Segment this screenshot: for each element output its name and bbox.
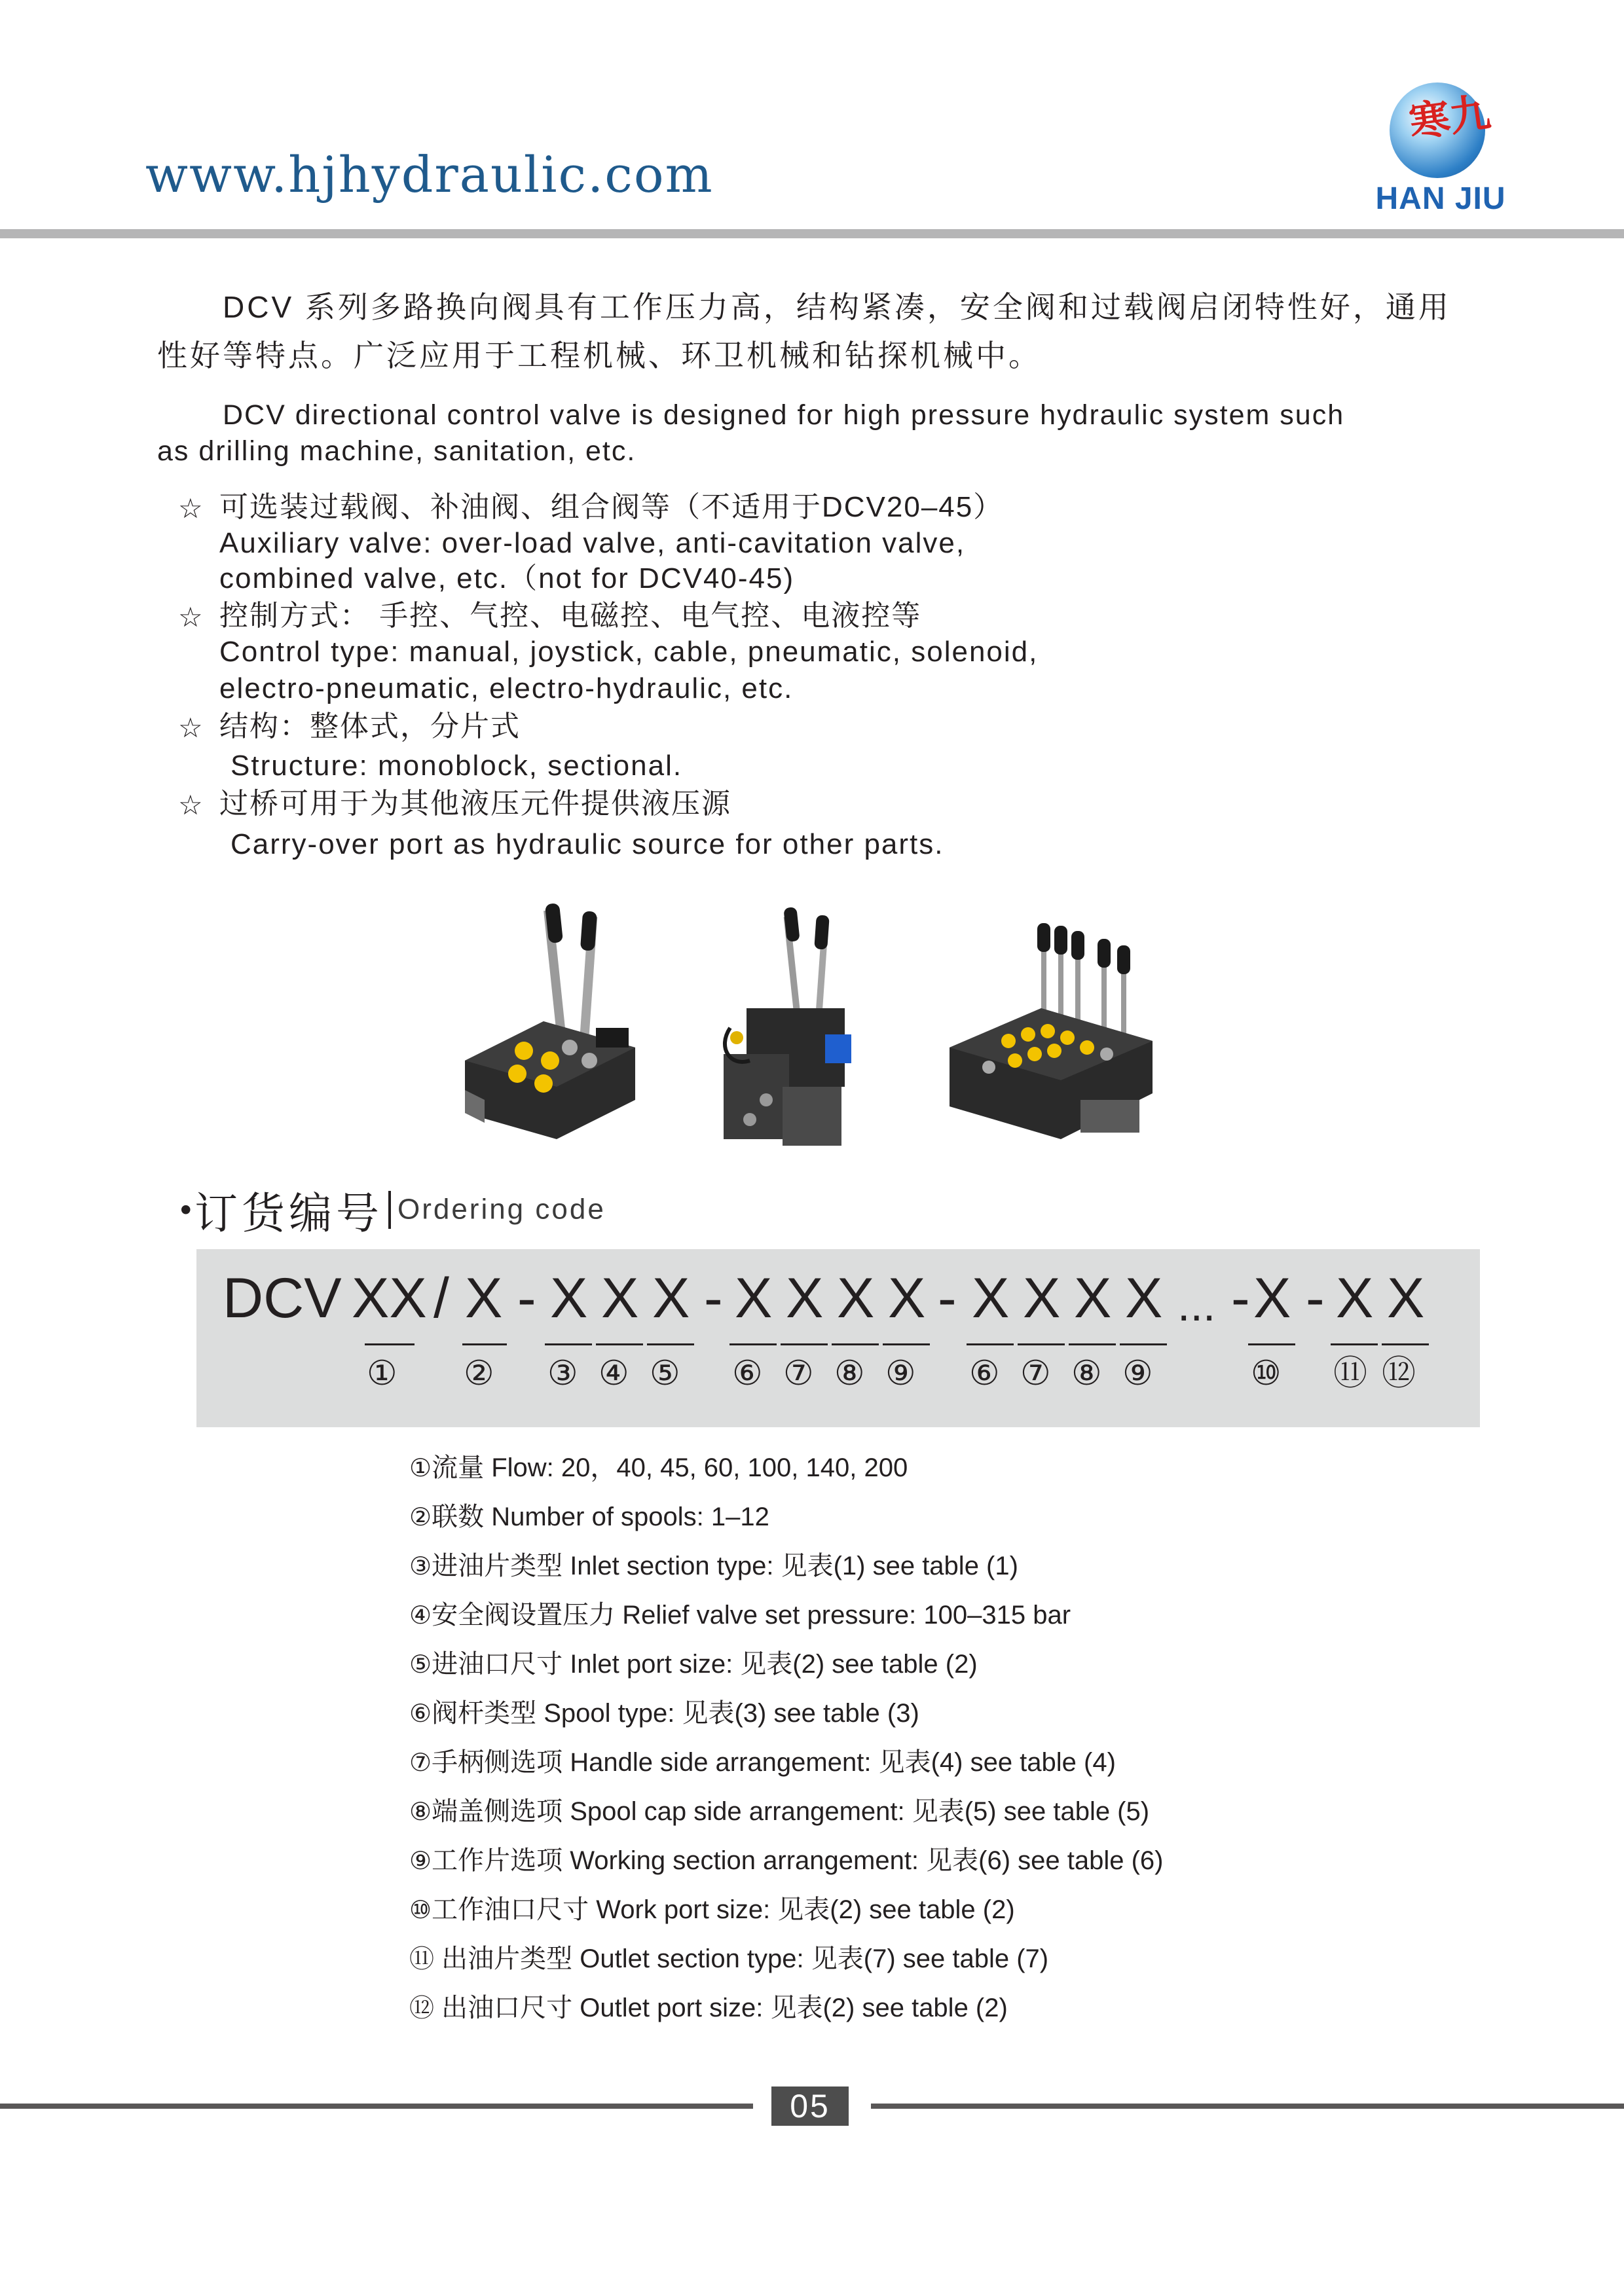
title-separator [388, 1191, 391, 1229]
brand-name: HAN JIU [1375, 181, 1506, 216]
legend-item: ⑦手柄侧选项 Handle side arrangement: 见表(4) see table (4) [409, 1748, 1116, 1777]
code-field-4: X [601, 1267, 639, 1330]
code-dash: - [1231, 1267, 1250, 1330]
code-field-6: X [735, 1267, 773, 1330]
feature-1-cn: 可选装过载阀、补油阀、组合阀等（不适用于DCV20–45） [219, 491, 1004, 523]
code-underline [883, 1343, 930, 1345]
code-field-5: X [652, 1267, 690, 1330]
page-number: 05 [771, 2086, 849, 2126]
code-field-1: XX [352, 1267, 427, 1330]
code-field-11: X [1336, 1267, 1374, 1330]
intro-en-line-2: as drilling machine, sanitation, etc. [157, 435, 637, 467]
code-field-8b: X [1074, 1267, 1112, 1330]
intro-en-line-1: DCV directional control valve is designed for high pressure hydraulic system such [223, 399, 1345, 431]
code-number-8: ⑧ [834, 1354, 865, 1393]
code-field-9b: X [1125, 1267, 1163, 1330]
feature-2-en-1: Control type: manual, joystick, cable, pneumatic, solenoid, [219, 636, 1039, 668]
code-number-8b: ⑧ [1071, 1354, 1102, 1393]
code-number-12: ⑫ [1382, 1354, 1416, 1393]
code-number-6b: ⑥ [969, 1354, 1000, 1393]
code-field-12: X [1387, 1267, 1425, 1330]
code-field-2: X [465, 1267, 503, 1330]
code-number-11: ⑪ [1333, 1354, 1368, 1393]
code-underline [1331, 1343, 1378, 1345]
star-icon: ☆ [178, 493, 203, 524]
code-number-5: ⑤ [650, 1354, 680, 1393]
legend-item: ①流量 Flow: 20，40, 45, 60, 100, 140, 200 [409, 1453, 908, 1482]
legend-item: ⑪ 出油片类型 Outlet section type: 见表(7) see table (7) [409, 1944, 1049, 1973]
logo-mark: 寒九 [1406, 88, 1494, 147]
code-underline [462, 1343, 507, 1345]
feature-4-en-1: Carry-over port as hydraulic source for other parts. [231, 828, 944, 860]
feature-2-en-2: electro-pneumatic, electro-hydraulic, etc. [219, 672, 794, 704]
code-number-9: ⑨ [885, 1354, 916, 1393]
feature-1-en-1: Auxiliary valve: over-load valve, anti-cavitation valve, [219, 527, 966, 559]
code-field-6b: X [972, 1267, 1010, 1330]
feature-1-en-2: combined valve, etc.（not for DCV40-45) [219, 562, 795, 594]
code-number-7b: ⑦ [1020, 1354, 1051, 1393]
code-number-7: ⑦ [783, 1354, 814, 1393]
legend-item: ③进油片类型 Inlet section type: 见表(1) see table (1) [409, 1552, 1018, 1580]
code-underline [1018, 1343, 1065, 1345]
code-underline [832, 1343, 879, 1345]
code-underline [1120, 1343, 1167, 1345]
legend-item: ⑩工作油口尺寸 Work port size: 见表(2) see table (2) [409, 1895, 1015, 1924]
code-underline [1382, 1343, 1429, 1345]
header-divider [0, 229, 1624, 238]
code-underline [545, 1343, 592, 1345]
website-url[interactable]: www.hjhydraulic.com [145, 145, 714, 204]
code-underline [1248, 1343, 1295, 1345]
code-number-2: ② [464, 1354, 494, 1393]
footer-rule-left [0, 2104, 753, 2109]
hanjiu-logo [1362, 82, 1519, 220]
code-slash: / [434, 1267, 449, 1330]
ordering-code-title-cn: 订货编号 [194, 1189, 383, 1237]
star-icon: ☆ [178, 602, 203, 632]
code-ellipsis: ... [1177, 1279, 1216, 1330]
code-prefix: DCV [223, 1267, 342, 1330]
intro-cn-line-1: DCV 系列多路换向阀具有工作压力高，结构紧凑，安全阀和过载阀启闭特性好，通用 [223, 290, 1451, 324]
bullet-icon: • [180, 1191, 192, 1228]
star-icon: ☆ [178, 712, 203, 743]
code-field-7b: X [1023, 1267, 1061, 1330]
feature-2-cn: 控制方式： 手控、气控、电磁控、电气控、电液控等 [219, 600, 922, 632]
code-number-4: ④ [599, 1354, 629, 1393]
ordering-code-title-en: Ordering code [397, 1193, 606, 1226]
feature-4-cn: 过桥可用于为其他液压元件提供液压源 [219, 788, 731, 820]
code-field-3: X [550, 1267, 588, 1330]
legend-item: ②联数 Number of spools: 1–12 [409, 1503, 769, 1531]
code-underline [967, 1343, 1014, 1345]
valve-2-spool-image [445, 897, 655, 1146]
code-dash: - [1306, 1267, 1325, 1330]
footer-rule-right [871, 2104, 1624, 2109]
code-number-1: ① [367, 1354, 397, 1393]
code-number-3: ③ [547, 1354, 578, 1393]
code-underline [729, 1343, 777, 1345]
code-dash: - [938, 1267, 957, 1330]
feature-3-cn: 结构：整体式，分片式 [219, 710, 521, 742]
code-underline [647, 1343, 694, 1345]
star-icon: ☆ [178, 790, 203, 820]
code-number-10: ⑩ [1251, 1354, 1282, 1393]
intro-cn-line-2: 性好等特点。广泛应用于工程机械、环卫机械和钻探机械中。 [157, 338, 1041, 373]
legend-item: ⑧端盖侧选项 Spool cap side arrangement: 见表(5) see table (5) [409, 1797, 1150, 1826]
legend-item: ④安全阀设置压力 Relief valve set pressure: 100–315 bar [409, 1601, 1071, 1630]
code-number-6: ⑥ [732, 1354, 763, 1393]
code-underline [781, 1343, 828, 1345]
valve-solenoid-image [710, 897, 881, 1159]
code-field-10: X [1253, 1267, 1291, 1330]
code-field-8: X [837, 1267, 875, 1330]
legend-item: ⑨工作片选项 Working section arrangement: 见表(6) see table (6) [409, 1846, 1164, 1875]
code-number-9b: ⑨ [1122, 1354, 1153, 1393]
code-field-7: X [786, 1267, 824, 1330]
code-dash: - [517, 1267, 536, 1330]
code-dash: - [704, 1267, 723, 1330]
feature-3-en-1: Structure: monoblock, sectional. [231, 750, 683, 782]
legend-item: ⑫ 出油口尺寸 Outlet port size: 见表(2) see table (2) [409, 1994, 1008, 2022]
code-underline [365, 1343, 415, 1345]
code-field-9: X [888, 1267, 926, 1330]
code-underline [596, 1343, 643, 1345]
ordering-code-heading [180, 1178, 606, 1241]
code-underline [1069, 1343, 1116, 1345]
legend-item: ⑥阀杆类型 Spool type: 见表(3) see table (3) [409, 1699, 919, 1728]
valve-multi-spool-image [936, 917, 1159, 1152]
legend-item: ⑤进油口尺寸 Inlet port size: 见表(2) see table (2) [409, 1650, 978, 1679]
